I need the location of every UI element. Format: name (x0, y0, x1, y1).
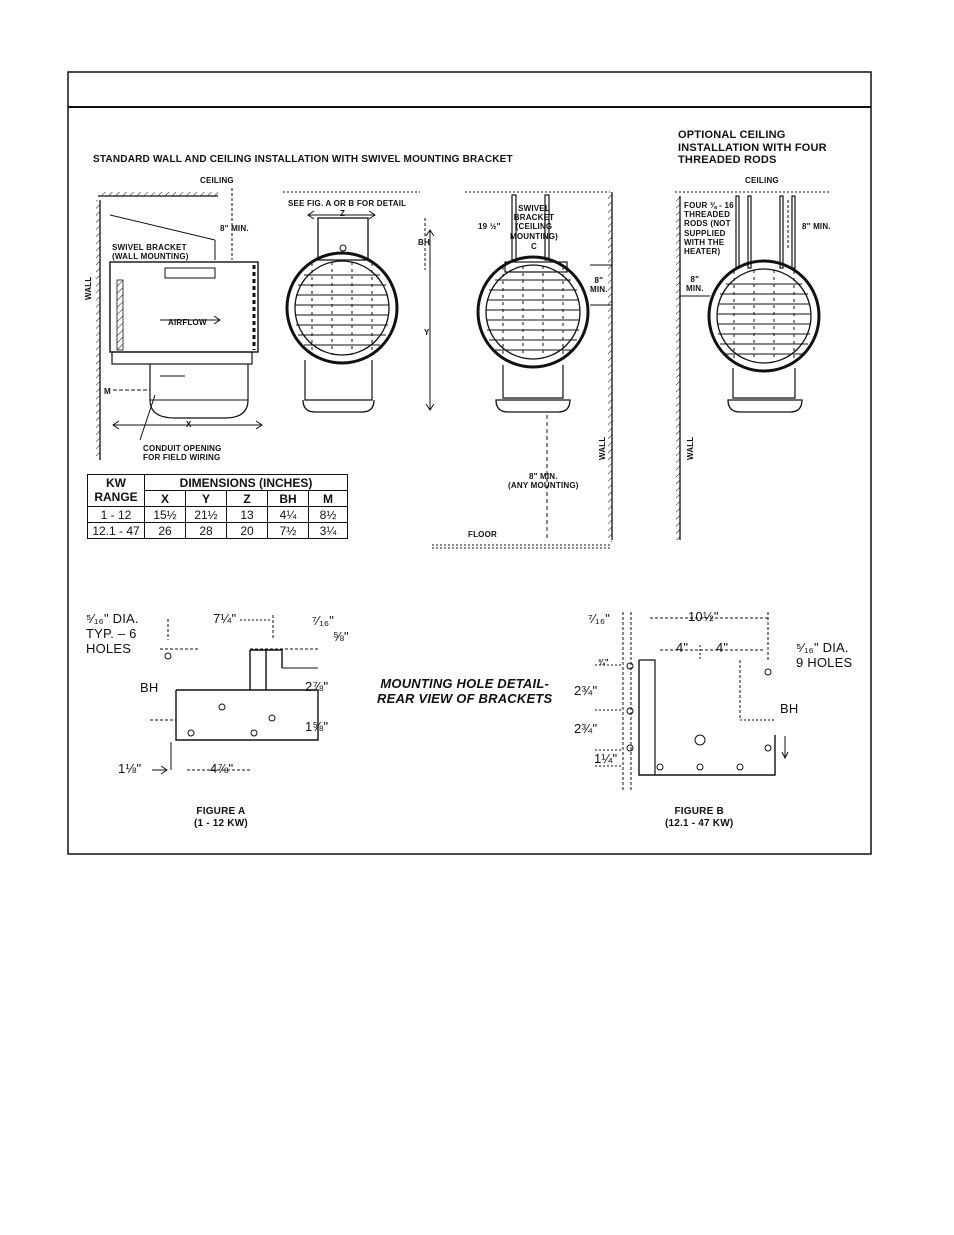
fig-b-caption: FIGURE B (12.1 - 47 KW) (665, 806, 734, 829)
table-row (88, 507, 348, 523)
fig-a-bh: BH (140, 680, 159, 695)
table-cell: 8½ (309, 507, 348, 523)
swivel-ceiling-label: SWIVEL BRACKET (CEILING MOUNTING) (510, 204, 559, 241)
col-y: Y (186, 491, 227, 507)
fig-a-dim-5-8: ⅝" (333, 629, 349, 644)
figure-a-bracket (150, 615, 318, 774)
fig-b-bh: BH (780, 701, 799, 716)
fig-a-dim-7-14: 7¼" (213, 611, 237, 626)
fig-b-dim-2-34b: 2¾" (574, 721, 598, 736)
rods-note: FOUR ⅜ - 16 THREADED RODS (NOT SUPPLIED WITH THE HEATER) (684, 201, 734, 256)
table-cell: 13 (227, 507, 268, 523)
see-fig-label: SEE FIG. A OR B FOR DETAIL (288, 199, 407, 208)
table-cell: 26 (145, 523, 186, 539)
wall-label: WALL (84, 276, 93, 300)
fig-b-dim-10-12: 10½" (688, 609, 719, 624)
figure-b-bracket (595, 609, 788, 790)
table-cell: 7½ (268, 523, 309, 539)
dim-z-label: Z (340, 209, 346, 218)
mounting-hole-detail-title: MOUNTING HOLE DETAIL- REAR VIEW OF BRACKETS (377, 676, 553, 706)
kw-range-header: KW RANGE (88, 475, 145, 507)
table-cell: 21½ (186, 507, 227, 523)
table-cell: 3¼ (309, 523, 348, 539)
fig-a-holes-note: ⁵⁄₁₆" DIA. TYP. – 6 HOLES (86, 611, 139, 656)
fig-a-dim-7-16: ⁷⁄₁₆" (312, 613, 335, 628)
dim-m-label: M (104, 387, 111, 396)
min-8-label: 8" MIN. (220, 224, 249, 233)
fig-b-dim-3-4: ¾" (598, 658, 609, 667)
table-cell: 12.1 - 47 (88, 523, 145, 539)
table-cell: 15½ (145, 507, 186, 523)
ceiling-mount-view (432, 192, 612, 548)
dim-19-label: 19 ½" (478, 222, 501, 231)
ceiling-label: CEILING (200, 176, 234, 185)
dimensions-header: DIMENSIONS (INCHES) (145, 475, 348, 491)
airflow-label: AIRFLOW (168, 318, 207, 327)
any-mount-label: 8" MIN. (ANY MOUNTING) (508, 472, 579, 491)
table-cell: 20 (227, 523, 268, 539)
dimensions-table (87, 474, 348, 539)
col-m: M (309, 491, 348, 507)
wall-ceiling-title: STANDARD WALL AND CEILING INSTALLATION WITH SWIVEL MOUNTING BRACKET (93, 154, 513, 165)
conduit-label: CONDUIT OPENING FOR FIELD WIRING (143, 444, 222, 463)
fig-b-dim-4a: 4" (676, 640, 689, 655)
fig-a-dim-2-78: 2⅞" (305, 679, 329, 694)
table-cell: 1 - 12 (88, 507, 145, 523)
table-cell: 28 (186, 523, 227, 539)
optional-wall-label: WALL (686, 436, 695, 460)
dim-y-label: Y (424, 328, 430, 337)
dim-x-label: X (186, 420, 192, 429)
fig-a-dim-1-18: 1⅛" (118, 761, 142, 776)
optional-ceiling-label: CEILING (745, 176, 779, 185)
fig-b-dim-4b: 4" (716, 640, 729, 655)
fig-a-caption: FIGURE A (1 - 12 KW) (194, 806, 248, 829)
optional-title: OPTIONAL CEILING INSTALLATION WITH FOUR THREADED RODS (678, 129, 827, 167)
min-8b-label: 8" MIN. (590, 276, 608, 295)
table-row (88, 523, 348, 539)
page-frame (68, 72, 871, 854)
col-z: Z (227, 491, 268, 507)
fig-b-dim-1-14: 1¼" (594, 751, 618, 766)
col-bh: BH (268, 491, 309, 507)
optional-min-8: 8" MIN. (802, 222, 831, 231)
optional-side-min: 8" MIN. (686, 275, 704, 294)
fig-a-dim-4-78: 4⅞" (210, 761, 234, 776)
swivel-wall-label: SWIVEL BRACKET (WALL MOUNTING) (112, 243, 189, 262)
col-x: X (145, 491, 186, 507)
table-cell: 4¼ (268, 507, 309, 523)
front-view-heater (283, 192, 434, 412)
fig-b-dim-7-16: ⁷⁄₁₆" (588, 611, 611, 626)
dim-bh-label: BH (418, 238, 430, 247)
dim-c-label: C (531, 242, 537, 251)
wall-label-2: WALL (598, 436, 607, 460)
fig-a-dim-1-58: 1⅝" (305, 719, 329, 734)
fig-b-holes-note: ⁵⁄₁₆" DIA. 9 HOLES (796, 640, 853, 670)
fig-b-dim-2-34a: 2¾" (574, 683, 598, 698)
floor-label: FLOOR (468, 530, 497, 539)
